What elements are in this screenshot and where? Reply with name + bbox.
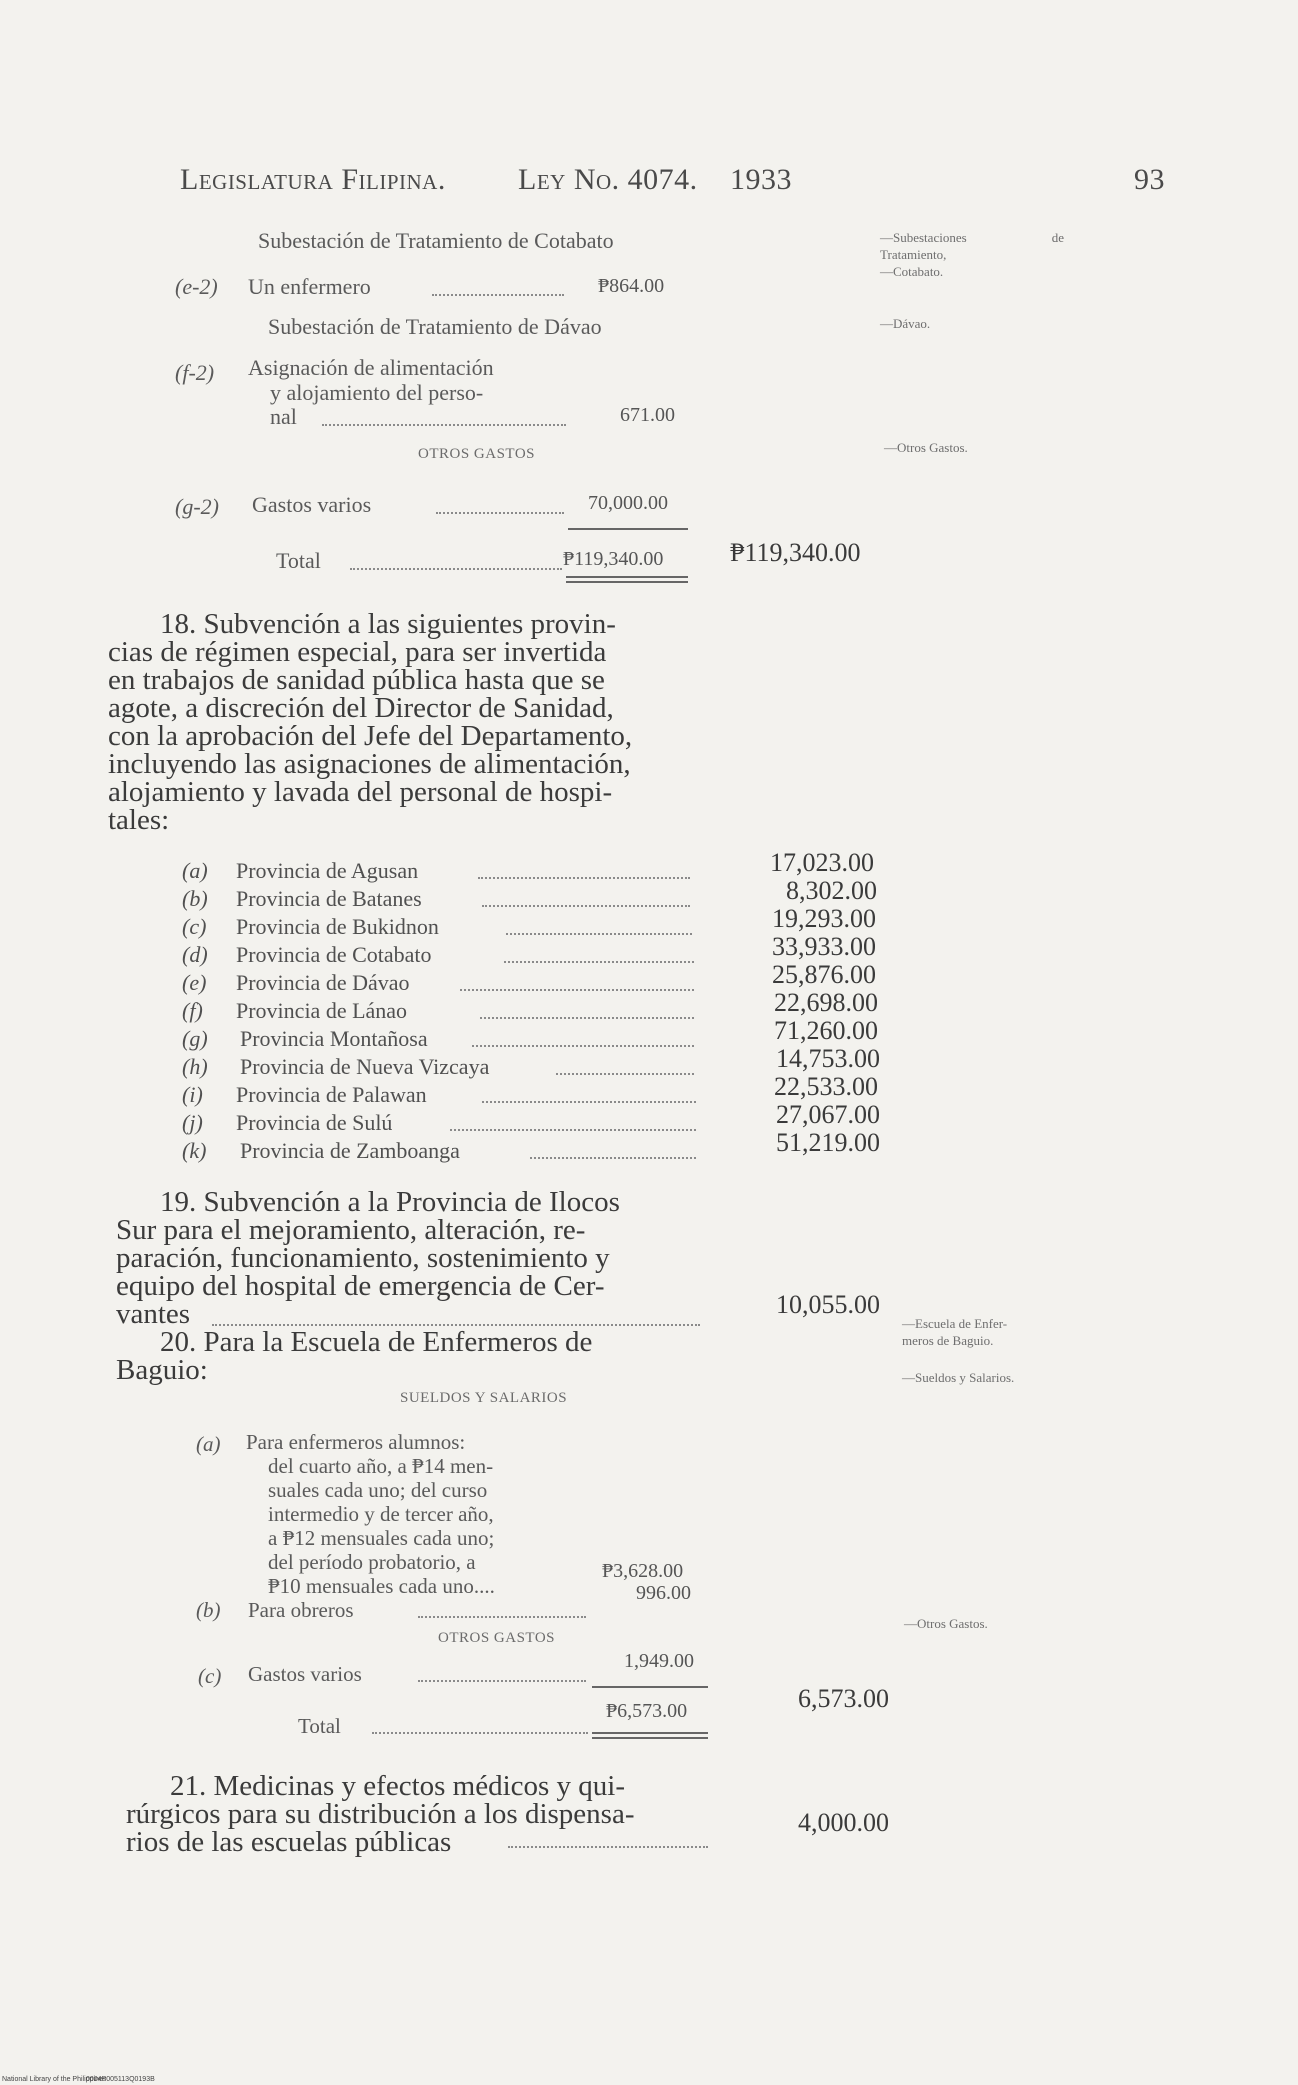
item-20a-line2: del cuarto año, a ₱14 men- <box>268 1454 494 1478</box>
sec18-item-label: (a) <box>182 858 208 883</box>
sec18-item-text: Provincia de Agusan <box>236 858 419 883</box>
margin-note-escuela-2: meros de Baguio. <box>902 1333 994 1348</box>
sec18-item-label: (g) <box>182 1026 208 1051</box>
item-20a-line3: suales cada uno; del curso <box>268 1478 488 1502</box>
item-20a-line1: Para enfermeros alumnos: <box>246 1430 466 1454</box>
sec18-item-text: Provincia de Palawan <box>236 1082 427 1107</box>
sec18-item-amount: 14,753.00 <box>776 1044 880 1073</box>
sec18-item-amount: 25,876.00 <box>772 960 876 989</box>
margin-note-escuela-1: —Escuela de Enfer- <box>902 1316 1008 1331</box>
rule-above-total-1 <box>568 528 688 530</box>
item-20a-line6: del período probatorio, a <box>268 1550 476 1574</box>
sec18-item-leader <box>556 1073 694 1075</box>
sec18-item-leader <box>480 1017 694 1019</box>
sec18-item-label: (c) <box>182 914 207 939</box>
leader-total-1 <box>350 568 562 570</box>
amount-20c: 1,949.00 <box>624 1650 694 1672</box>
rule-above-total-2 <box>592 1686 708 1688</box>
margin-note-subestaciones-2: Tratamiento, <box>880 247 947 262</box>
sec19-line2: Sur para el mejoramiento, alteración, re- <box>116 1214 586 1246</box>
sec18-line5: con la aprobación del Jefe del Departamento, <box>108 720 633 752</box>
amount-20b: 996.00 <box>636 1582 691 1604</box>
otros-gastos-heading-1: OTROS GASTOS <box>418 446 535 462</box>
total-label-2: Total <box>298 1714 341 1738</box>
total-label-1: Total <box>276 548 321 573</box>
sec18-item-amount: 33,933.00 <box>772 932 876 961</box>
item-label-f2: (f-2) <box>175 360 215 385</box>
margin-note-subestaciones-3: —Cotabato. <box>880 264 944 279</box>
sec18-line7: alojamiento y lavada del personal de hospi- <box>108 776 613 808</box>
sec18-item-leader <box>482 905 690 907</box>
sec18-item-leader <box>504 961 694 963</box>
sec18-item-leader <box>472 1045 694 1047</box>
sec18-item-leader <box>482 1101 696 1103</box>
leader-sec21 <box>508 1846 708 1848</box>
item-label-20a: (a) <box>196 1432 221 1456</box>
total-outer-2: 6,573.00 <box>798 1684 889 1713</box>
sec18-item-amount: 27,067.00 <box>776 1100 880 1129</box>
margin-note-otros-gastos: —Otros Gastos. <box>884 440 968 455</box>
sec18-item-label: (j) <box>182 1110 203 1135</box>
sec18-item-label: (b) <box>182 886 208 911</box>
item-label-e2: (e-2) <box>175 274 218 299</box>
leader-e2 <box>432 294 564 296</box>
sec18-item-leader <box>506 933 692 935</box>
running-head-year: 1933 <box>730 163 792 196</box>
heading-davao: Subestación de Tratamiento de Dávao <box>268 314 602 339</box>
item-label-g2: (g-2) <box>175 494 219 519</box>
total-amount-2: ₱6,573.00 <box>606 1700 688 1722</box>
sec19-line1: 19. Subvención a la Provincia de Ilocos <box>160 1186 620 1218</box>
heading-cotabato: Subestación de Tratamiento de Cotabato <box>258 228 614 253</box>
leader-f2 <box>322 424 566 426</box>
sec18-item-text: Provincia de Batanes <box>236 886 422 911</box>
sec18-item-text: Provincia Montañosa <box>240 1026 428 1051</box>
sec20-line2: Baguio: <box>116 1354 208 1386</box>
amount-f2: 671.00 <box>620 404 675 426</box>
sec19-line5: vantes <box>116 1298 191 1330</box>
sec18-item-amount: 71,260.00 <box>774 1016 878 1045</box>
running-head-law: Ley No. 4074. <box>518 163 698 196</box>
sec18-item-text: Provincia de Dávao <box>236 970 410 995</box>
sec18-item-text: Provincia de Zamboanga <box>240 1138 460 1163</box>
item-text-20c: Gastos varios <box>248 1662 362 1686</box>
item-20a-line4: intermedio y de tercer año, <box>268 1502 494 1526</box>
item-20a-line5: a ₱12 mensuales cada uno; <box>268 1526 495 1550</box>
item-text-f2-line2: y alojamiento del perso- <box>270 380 484 405</box>
page-number: 93 <box>1134 163 1165 196</box>
sec18-item-leader <box>460 989 694 991</box>
sec19-line3: paración, funcionamiento, sostenimiento y <box>116 1242 610 1274</box>
margin-note-subestaciones-1: —Subestaciones de <box>880 230 1064 245</box>
sec18-line3: en trabajos de sanidad pública hasta que se <box>108 664 605 696</box>
sec21-line1: 21. Medicinas y efectos médicos y qui- <box>170 1770 626 1802</box>
amount-20a: ₱3,628.00 <box>602 1560 684 1582</box>
leader-20c <box>418 1680 586 1682</box>
sec18-line1: 18. Subvención a las siguientes provin- <box>160 608 616 640</box>
sueldos-heading: SUELDOS Y SALARIOS <box>400 1390 568 1406</box>
sec18-item-text: Provincia de Lánao <box>236 998 408 1023</box>
item-label-20b: (b) <box>196 1598 221 1622</box>
sec18-item-label: (e) <box>182 970 207 995</box>
double-rule-total-1 <box>566 576 688 583</box>
amount-g2: 70,000.00 <box>588 492 668 514</box>
leader-total-2 <box>372 1732 588 1734</box>
item-text-f2-line1: Asignación de alimentación <box>248 355 494 380</box>
sec18-line8: tales: <box>108 804 170 836</box>
footer-code: 0004P005113Q0193B <box>86 2076 155 2083</box>
item-label-20c: (c) <box>198 1664 222 1688</box>
sec18-item-amount: 17,023.00 <box>770 848 874 877</box>
item-text-e2: Un enfermero <box>248 274 371 299</box>
sec21-line3: rios de las escuelas públicas <box>126 1826 452 1858</box>
sec18-item-label: (k) <box>182 1138 207 1163</box>
sec19-line4: equipo del hospital de emergencia de Cer- <box>116 1270 605 1302</box>
leader-20b <box>418 1616 586 1618</box>
sec18-line4: agote, a discreción del Director de Sanidad, <box>108 692 614 724</box>
amount-sec21: 4,000.00 <box>798 1808 889 1837</box>
sec18-line2: cias de régimen especial, para ser invertida <box>108 636 607 668</box>
sec18-item-amount: 8,302.00 <box>786 876 877 905</box>
otros-gastos-heading-2: OTROS GASTOS <box>438 1630 555 1646</box>
sec18-item-label: (f) <box>182 998 203 1023</box>
sec18-item-text: Provincia de Nueva Vizcaya <box>240 1054 490 1079</box>
sec18-item-leader <box>478 877 690 879</box>
sec18-item-amount: 22,698.00 <box>774 988 878 1017</box>
sec18-line6: incluyendo las asignaciones de alimentación, <box>108 748 631 780</box>
amount-e2: ₱864.00 <box>598 275 665 297</box>
sec18-item-label: (d) <box>182 942 208 967</box>
total-outer-1: ₱119,340.00 <box>730 538 861 567</box>
footer-credit: National Library of the Philippines <box>2 2076 107 2083</box>
sec18-item-text: Provincia de Cotabato <box>236 942 432 967</box>
item-text-g2: Gastos varios <box>252 492 372 517</box>
sec18-item-label: (i) <box>182 1082 203 1107</box>
item-text-20b: Para obreros <box>248 1598 354 1622</box>
double-rule-total-2 <box>592 1732 708 1739</box>
margin-note-otros-gastos-2: —Otros Gastos. <box>904 1616 988 1631</box>
amount-sec19: 10,055.00 <box>776 1290 880 1319</box>
item-text-f2-line3: nal <box>270 404 297 429</box>
margin-note-davao: —Dávao. <box>880 316 931 331</box>
margin-note-sueldos: —Sueldos y Salarios. <box>902 1370 1015 1385</box>
running-head-legislature: Legislatura Filipina. <box>180 163 446 196</box>
leader-g2 <box>436 512 564 514</box>
sec18-item-leader <box>450 1129 696 1131</box>
sec18-item-amount: 51,219.00 <box>776 1128 880 1157</box>
sec18-item-amount: 19,293.00 <box>772 904 876 933</box>
sec20-line1: 20. Para la Escuela de Enfermeros de <box>160 1326 593 1358</box>
sec18-item-text: Provincia de Bukidnon <box>236 914 439 939</box>
total-amount-1: ₱119,340.00 <box>563 548 664 570</box>
sec18-item-leader <box>530 1157 696 1159</box>
sec21-line2: rúrgicos para su distribución a los dispensa- <box>126 1798 635 1830</box>
item-20a-line7: ₱10 mensuales cada uno.... <box>268 1574 495 1598</box>
sec18-item-amount: 22,533.00 <box>774 1072 878 1101</box>
sec18-item-label: (h) <box>182 1054 208 1079</box>
sec18-item-text: Provincia de Sulú <box>236 1110 393 1135</box>
